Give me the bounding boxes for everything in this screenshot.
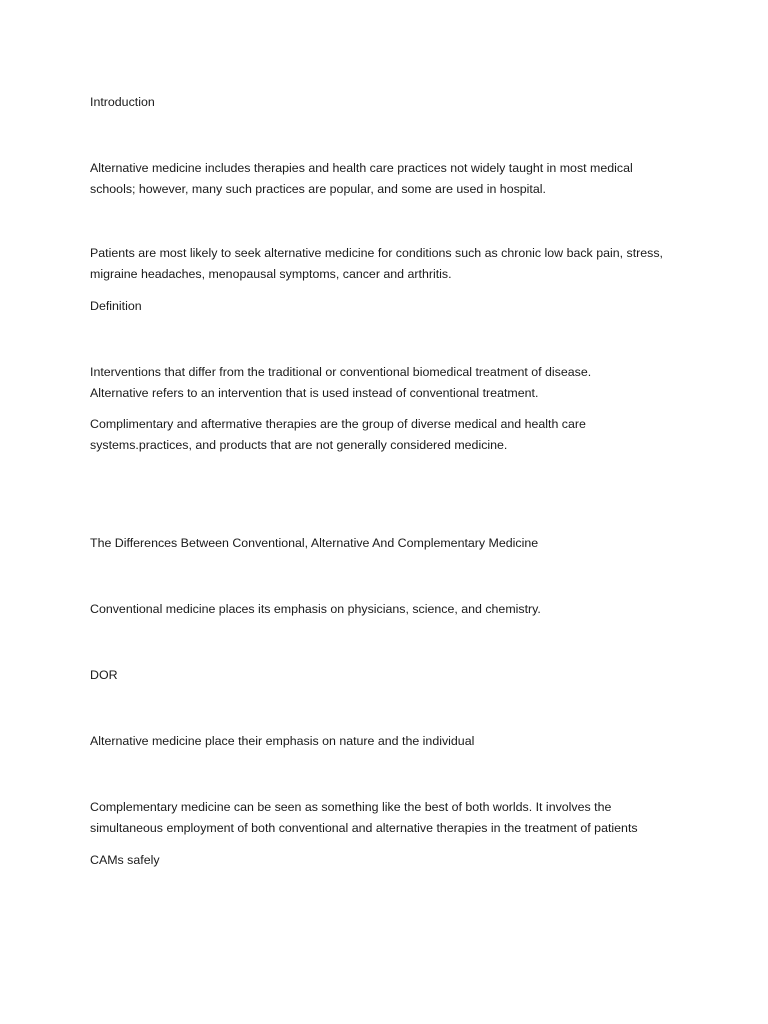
text-line: Conventional medicine places its emphasis on physicians, science, and chemistry. [90, 602, 541, 616]
dor-label [90, 665, 690, 686]
conventional-body [90, 599, 690, 620]
text-line: Introduction [90, 95, 155, 109]
text-line: Complimentary and aftermative therapies are the group of diverse medical and health care [90, 417, 586, 431]
heading-differences [90, 533, 690, 554]
text-line: DOR [90, 668, 118, 682]
text-line: Patients are most likely to seek alternative medicine for conditions such as chronic low back pain, stress, [90, 246, 663, 260]
definition-body-2 [90, 414, 690, 455]
text-line: migraine headaches, menopausal symptoms, cancer and arthritis. [90, 266, 452, 281]
text-line: Alternative medicine place their emphasis on nature and the individual [90, 734, 475, 748]
text-line: systems.practices, and products that are not generally considered medicine. [90, 437, 508, 452]
text-line: Definition [90, 299, 142, 313]
intro-body-1 [90, 158, 690, 199]
cams-label [90, 850, 690, 871]
definition-body-1 [90, 362, 690, 403]
heading-introduction [90, 92, 690, 113]
intro-body-2 [90, 243, 690, 284]
text-line: Interventions that differ from the traditional or conventional biomedical treatment of disease. [90, 365, 592, 379]
text-line: schools; however, many such practices are popular, and some are used in hospital. [90, 181, 546, 196]
text-line: Alternative refers to an intervention that is used instead of conventional treatment. [90, 385, 539, 400]
text-line: The Differences Between Conventional, Alternative And Complementary Medicine [90, 536, 539, 550]
alternative-body [90, 731, 690, 752]
text-line: CAMs safely [90, 853, 160, 867]
text-line: Alternative medicine includes therapies and health care practices not widely taught in most medical [90, 161, 633, 175]
text-line: simultaneous employment of both conventional and alternative therapies in the treatment of patients [90, 820, 638, 835]
complementary-body [90, 797, 690, 838]
text-line: Complementary medicine can be seen as something like the best of both worlds. It involves the [90, 800, 612, 814]
heading-definition [90, 296, 690, 317]
